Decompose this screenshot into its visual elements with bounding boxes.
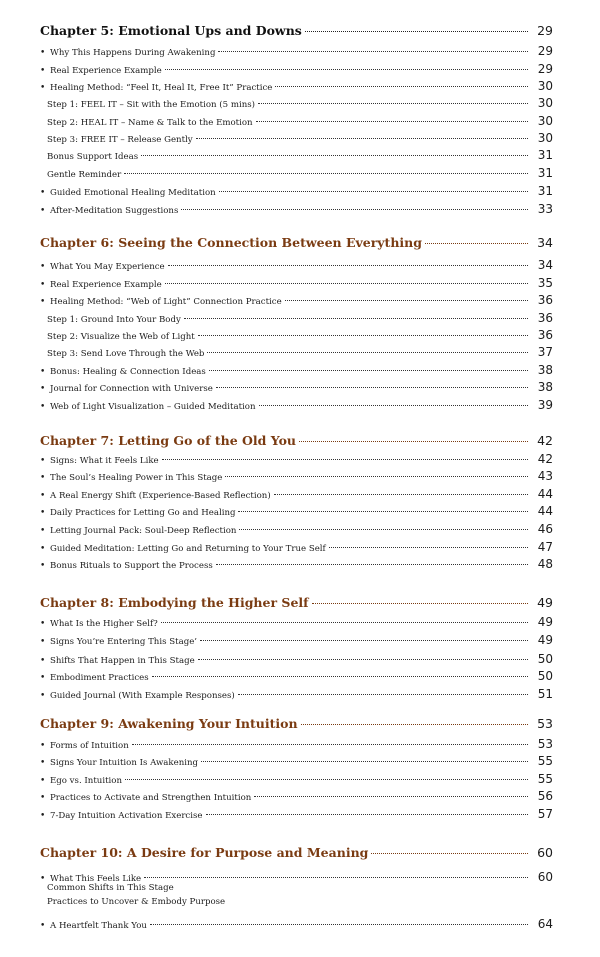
dot-leader bbox=[152, 676, 528, 677]
dot-leader bbox=[312, 603, 528, 604]
dot-leader bbox=[165, 283, 528, 284]
entry-title: • Real Experience Example bbox=[40, 66, 162, 76]
page-number: 31 bbox=[537, 166, 553, 180]
dot-leader bbox=[425, 243, 528, 244]
toc-entry[interactable] bbox=[40, 557, 553, 571]
entry-title: • Healing Method: “Web of Light” Connection Practice bbox=[40, 297, 282, 307]
page-number: 34 bbox=[537, 258, 553, 272]
chapter-title: Chapter 7: Letting Go of the Old You bbox=[40, 433, 297, 448]
page-number: 36 bbox=[537, 328, 553, 342]
dot-leader bbox=[201, 761, 528, 762]
dot-leader bbox=[209, 370, 528, 371]
entry-title: • The Soul’s Healing Power in This Stage bbox=[40, 473, 222, 483]
page-number: 49 bbox=[537, 615, 553, 629]
entry-title: • Letting Journal Pack: Soul-Deep Reflection bbox=[40, 526, 236, 536]
entry-title: • Forms of Intuition bbox=[40, 741, 129, 751]
page-number: 30 bbox=[537, 114, 553, 128]
dot-leader bbox=[125, 779, 528, 780]
toc-subentry[interactable]: Common Shifts in This Stage bbox=[47, 883, 174, 893]
chapter-title: Chapter 5: Emotional Ups and Downs bbox=[40, 23, 302, 38]
dot-leader bbox=[144, 877, 528, 878]
dot-leader bbox=[275, 86, 528, 87]
entry-title: • Daily Practices for Letting Go and Healing bbox=[40, 508, 235, 518]
chapter-9-heading[interactable] bbox=[40, 716, 553, 731]
dot-leader bbox=[299, 441, 528, 442]
page-number: 49 bbox=[537, 595, 553, 610]
toc-entry[interactable] bbox=[47, 96, 553, 110]
toc-entry[interactable] bbox=[47, 148, 553, 162]
page-number: 31 bbox=[537, 184, 553, 198]
dot-leader bbox=[207, 352, 528, 353]
toc-entry[interactable] bbox=[40, 258, 553, 272]
entry-title: Step 1: Ground Into Your Body bbox=[47, 315, 181, 325]
toc-entry[interactable] bbox=[47, 114, 553, 128]
page-number: 29 bbox=[537, 23, 553, 38]
entry-title: • Signs Your Intuition Is Awakening bbox=[40, 758, 198, 768]
dot-leader bbox=[161, 622, 528, 623]
chapter-10-heading[interactable] bbox=[40, 845, 553, 860]
toc-entry[interactable] bbox=[47, 131, 553, 145]
dot-leader bbox=[181, 209, 528, 210]
page-number: 33 bbox=[537, 202, 553, 216]
dot-leader bbox=[329, 547, 528, 548]
dot-leader bbox=[206, 814, 529, 815]
chapter-title: Chapter 10: A Desire for Purpose and Meaning bbox=[40, 845, 369, 860]
page-number: 38 bbox=[537, 380, 553, 394]
entry-title: Step 2: Visualize the Web of Light bbox=[47, 332, 195, 342]
dot-leader bbox=[200, 640, 528, 641]
chapter-title: Chapter 9: Awakening Your Intuition bbox=[40, 716, 298, 731]
entry-title: • Practices to Activate and Strengthen Intuition bbox=[40, 793, 251, 803]
toc-entry[interactable] bbox=[40, 652, 553, 666]
toc-entry[interactable] bbox=[40, 363, 553, 377]
entry-title: • Signs: What it Feels Like bbox=[40, 456, 159, 466]
toc-entry[interactable] bbox=[40, 540, 553, 554]
page-number: 31 bbox=[537, 148, 553, 162]
toc-entry[interactable] bbox=[40, 62, 553, 76]
entry-title: • Guided Journal (With Example Responses) bbox=[40, 691, 235, 701]
dot-leader bbox=[285, 300, 528, 301]
toc-entry[interactable] bbox=[40, 917, 553, 931]
toc-entry[interactable] bbox=[40, 772, 553, 786]
toc-entry[interactable] bbox=[40, 44, 553, 58]
toc-entry[interactable] bbox=[40, 184, 553, 198]
dot-leader bbox=[259, 405, 529, 406]
entry-title: Step 1: FEEL IT – Sit with the Emotion (5 mins) bbox=[47, 100, 256, 110]
page-number: 34 bbox=[537, 235, 553, 250]
dot-leader bbox=[165, 69, 528, 70]
page-number: 44 bbox=[537, 487, 553, 501]
entry-title: • Signs You’re Entering This Stage’ bbox=[40, 637, 197, 647]
toc-entry[interactable] bbox=[40, 669, 553, 683]
toc-entry[interactable] bbox=[40, 504, 553, 518]
toc-entry[interactable] bbox=[40, 754, 553, 768]
entry-title: • What Is the Higher Self? bbox=[40, 619, 158, 629]
page-number: 55 bbox=[537, 754, 553, 768]
dot-leader bbox=[218, 51, 528, 52]
page-number: 56 bbox=[537, 789, 553, 803]
dot-leader bbox=[150, 924, 528, 925]
page-number: 48 bbox=[537, 557, 553, 571]
dot-leader bbox=[184, 318, 528, 319]
toc-entry[interactable] bbox=[40, 615, 553, 629]
chapter-6-heading[interactable] bbox=[40, 235, 553, 250]
entry-title: • Shifts That Happen in This Stage bbox=[40, 656, 195, 666]
dot-leader bbox=[162, 459, 528, 460]
toc-entry[interactable] bbox=[40, 380, 553, 394]
entry-title: Step 2: HEAL IT – Name & Talk to the Emotion bbox=[47, 118, 253, 128]
entry-title: • Ego vs. Intuition bbox=[40, 776, 122, 786]
entry-title: • Real Experience Example bbox=[40, 280, 162, 290]
toc-entry[interactable] bbox=[40, 398, 553, 412]
entry-title: • Journal for Connection with Universe bbox=[40, 384, 213, 394]
dot-leader bbox=[258, 103, 528, 104]
page-number: 43 bbox=[537, 469, 553, 483]
toc-entry[interactable] bbox=[40, 487, 553, 501]
entry-title: • A Real Energy Shift (Experience-Based Reflection) bbox=[40, 491, 271, 501]
entry-title: • Why This Happens During Awakening bbox=[40, 48, 215, 58]
toc-entry[interactable] bbox=[40, 789, 553, 803]
chapter-8-heading[interactable] bbox=[40, 595, 553, 610]
page-number: 57 bbox=[537, 807, 553, 821]
dot-leader bbox=[239, 529, 528, 530]
toc-entry[interactable] bbox=[40, 452, 553, 466]
page-number: 29 bbox=[537, 62, 553, 76]
dot-leader bbox=[216, 564, 528, 565]
chapter-5-heading[interactable] bbox=[40, 23, 553, 38]
page-number: 50 bbox=[537, 652, 553, 666]
entry-title: Bonus Support Ideas bbox=[47, 152, 139, 162]
page-number: 44 bbox=[537, 504, 553, 518]
toc-entry[interactable] bbox=[40, 276, 553, 290]
entry-title: Step 3: FREE IT – Release Gently bbox=[47, 135, 193, 145]
entry-title: • Guided Emotional Healing Meditation bbox=[40, 188, 216, 198]
dot-leader bbox=[219, 191, 528, 192]
entry-title: • Healing Method: “Feel It, Heal It, Free It” Practice bbox=[40, 83, 272, 93]
toc-entry[interactable] bbox=[40, 737, 553, 751]
page-number: 42 bbox=[537, 433, 553, 448]
page-number: 46 bbox=[537, 522, 553, 536]
toc-subentry[interactable]: Practices to Uncover & Embody Purpose bbox=[47, 897, 226, 907]
entry-title: Step 3: Send Love Through the Web bbox=[47, 349, 205, 359]
toc-entry[interactable] bbox=[47, 166, 553, 180]
dot-leader bbox=[196, 138, 528, 139]
page-number: 36 bbox=[537, 293, 553, 307]
dot-leader bbox=[168, 265, 528, 266]
dot-leader bbox=[301, 724, 528, 725]
dot-leader bbox=[132, 744, 528, 745]
page-number: 30 bbox=[537, 131, 553, 145]
page-number: 53 bbox=[537, 737, 553, 751]
chapter-title: Chapter 6: Seeing the Connection Between Everything bbox=[40, 235, 422, 250]
dot-leader bbox=[305, 31, 528, 32]
toc-entry[interactable] bbox=[40, 687, 553, 701]
entry-title: Gentle Reminder bbox=[47, 170, 122, 180]
entry-title: • Web of Light Visualization – Guided Meditation bbox=[40, 402, 256, 412]
entry-title: • A Heartfelt Thank You bbox=[40, 921, 147, 931]
page-number: 55 bbox=[537, 772, 553, 786]
toc-entry[interactable] bbox=[40, 293, 553, 307]
page-number: 51 bbox=[537, 687, 553, 701]
toc-entry[interactable] bbox=[40, 469, 553, 483]
page-number: 42 bbox=[537, 452, 553, 466]
dot-leader bbox=[141, 155, 528, 156]
entry-title: • Bonus Rituals to Support the Process bbox=[40, 561, 213, 571]
page-number: 60 bbox=[537, 870, 553, 884]
page-number: 64 bbox=[537, 917, 553, 931]
page-number: 49 bbox=[537, 633, 553, 647]
dot-leader bbox=[254, 796, 528, 797]
toc-entry[interactable] bbox=[40, 633, 553, 647]
entry-title: • After-Meditation Suggestions bbox=[40, 206, 178, 216]
entry-title: • What You May Experience bbox=[40, 262, 165, 272]
dot-leader bbox=[238, 694, 528, 695]
entry-title: • Bonus: Healing & Connection Ideas bbox=[40, 367, 206, 377]
toc-entry[interactable] bbox=[40, 522, 553, 536]
entry-title: • Guided Meditation: Letting Go and Returning to Your True Self bbox=[40, 544, 326, 554]
toc-entry[interactable] bbox=[47, 311, 553, 325]
page-number: 60 bbox=[537, 845, 553, 860]
toc-entry[interactable] bbox=[40, 202, 553, 216]
dot-leader bbox=[198, 335, 528, 336]
page-number: 39 bbox=[537, 398, 553, 412]
page-number: 36 bbox=[537, 311, 553, 325]
dot-leader bbox=[371, 853, 528, 854]
dot-leader bbox=[124, 173, 528, 174]
page-number: 50 bbox=[537, 669, 553, 683]
page-number: 47 bbox=[537, 540, 553, 554]
page-number: 38 bbox=[537, 363, 553, 377]
dot-leader bbox=[238, 511, 528, 512]
toc-entry[interactable] bbox=[47, 328, 553, 342]
page-number: 37 bbox=[537, 345, 553, 359]
page-number: 35 bbox=[537, 276, 553, 290]
toc-entry[interactable] bbox=[40, 807, 553, 821]
chapter-title: Chapter 8: Embodying the Higher Self bbox=[40, 595, 309, 610]
entry-title: • What This Feels Like bbox=[40, 874, 141, 884]
toc-entry[interactable] bbox=[40, 870, 553, 884]
dot-leader bbox=[225, 476, 528, 477]
page-number: 53 bbox=[537, 716, 553, 731]
page-number: 29 bbox=[537, 44, 553, 58]
toc-entry[interactable] bbox=[47, 345, 553, 359]
dot-leader bbox=[274, 494, 528, 495]
chapter-7-heading[interactable] bbox=[40, 433, 553, 448]
entry-title: • 7-Day Intuition Activation Exercise bbox=[40, 811, 203, 821]
entry-title: • Embodiment Practices bbox=[40, 673, 149, 683]
toc-entry[interactable] bbox=[40, 79, 553, 93]
dot-leader bbox=[256, 121, 528, 122]
page-number: 30 bbox=[537, 79, 553, 93]
dot-leader bbox=[198, 659, 528, 660]
dot-leader bbox=[216, 387, 528, 388]
page-number: 30 bbox=[537, 96, 553, 110]
